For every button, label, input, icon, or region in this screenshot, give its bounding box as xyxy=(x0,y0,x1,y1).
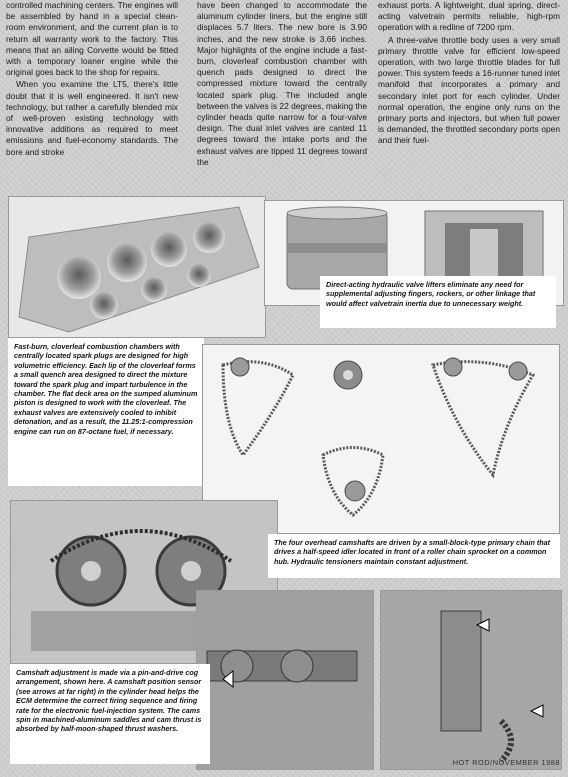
caption-text: The four overhead camshafts are driven by a small-block-type primary chain that drives a half-speed idler located in front of a roller chain sprocket on a common hub. Hydraulic tensioners maintain constant adjustment. xyxy=(274,538,551,566)
cam-drive-caption xyxy=(268,534,560,578)
article-paragraph: exhaust ports. A lightweight, dual spring, direct-acting valvetrain permits reliable, high-rpm operation with a redline of 7200 rpm. xyxy=(378,0,560,33)
article-column-3 xyxy=(378,0,560,190)
valve-lifter-caption xyxy=(320,276,556,328)
article-paragraph: controlled machining centers. The engines will be assembled by hand in a special clean-room environment, and the current plan is to return all warranty work to the factory. This means that an ailing Corvette would be fitted with a temporary loaner engine while the original goes back to the shop for repairs. xyxy=(6,0,178,78)
page-folio: HOT ROD/NOVEMBER 1988 xyxy=(452,758,560,767)
cylinder-head-illustration xyxy=(9,197,265,337)
cam-sensor-illustration xyxy=(381,591,561,769)
caption-text: Direct-acting hydraulic valve lifters eliminate any need for supplemental adjusting fingers, rockers, or other linkage that would affect valvetrain inertia due to unnecessary weight. xyxy=(326,280,536,308)
caption-text: Fast-burn, cloverleaf combustion chambers with centrally located spark plugs are designed for high volumetric efficiency. Each lip of the cloverleaf forms a small quench area designed to direct the mixture toward the spark plug and impart turbulence in the chamber. The flat deck area on the sumped aluminum piston is designed to work with the cloverleaf. The exhaust valves are extensively cooled to inhibit detonation, and as a result, the 11.25:1-compression engine can run on 87-octane fuel, if necessary. xyxy=(14,342,198,436)
article-column-1 xyxy=(6,0,178,190)
article-column-2 xyxy=(197,0,367,190)
combustion-chamber-photo xyxy=(8,196,266,338)
camshaft-adjustment-photo xyxy=(196,590,374,770)
article-paragraph: A three-valve throttle body uses a very small primary throttle valve for efficient low-speed operation, with two large throttle blades for full power. This system feeds a 16-runner tuned inlet manifold that incorporates a primary and secondary inlet port for each cylinder. Under normal operation, the engine only runs on the primary ports and injectors, but when full power is demanded, the throttled secondary ports open and their fuel- xyxy=(378,34,560,146)
article-paragraph: have been changed to accommodate the aluminum cylinder liners, but the engine still displaces 5.7 liters. The new bore is 3.90 inches, and the new stroke is 3.66 inches. Major highlights of the engine include a fast-burn, cloverleaf combustion chamber with quench pads designed to direct the compressed mixture toward the centrally located spark plug. The included angle between the valves is 22 degrees, making the cylinder heads quite narrow for a four-valve design. The dual inlet valves are canted 11 degrees toward the intake ports and the exhaust valves are tipped 11 degrees toward the xyxy=(197,0,367,167)
combustion-chamber-caption xyxy=(8,338,204,486)
caption-text: Camshaft adjustment is made via a pin-and-drive cog arrangement, shown here. A camshaft position sensor (see arrows at far right) in the cylinder head helps the ECM determine the correct firing sequence and firing rate for the electronic fuel-injection system. The cams spin in machined-aluminum saddles and cam thrust is absorbed by half-moon-shaped thrust washers. xyxy=(16,668,202,734)
article-paragraph: When you examine the LT5, there's little doubt that it is well engineered. It isn't new technology, but rather a carefully blended mix of well-proven existing technology with innovative additions as required to meet emissions and fuel-economy standards. The bore and stroke xyxy=(6,79,178,157)
camshaft-illustration xyxy=(197,591,373,769)
camshaft-adjustment-caption xyxy=(10,664,210,764)
cam-sensor-photo xyxy=(380,590,562,770)
